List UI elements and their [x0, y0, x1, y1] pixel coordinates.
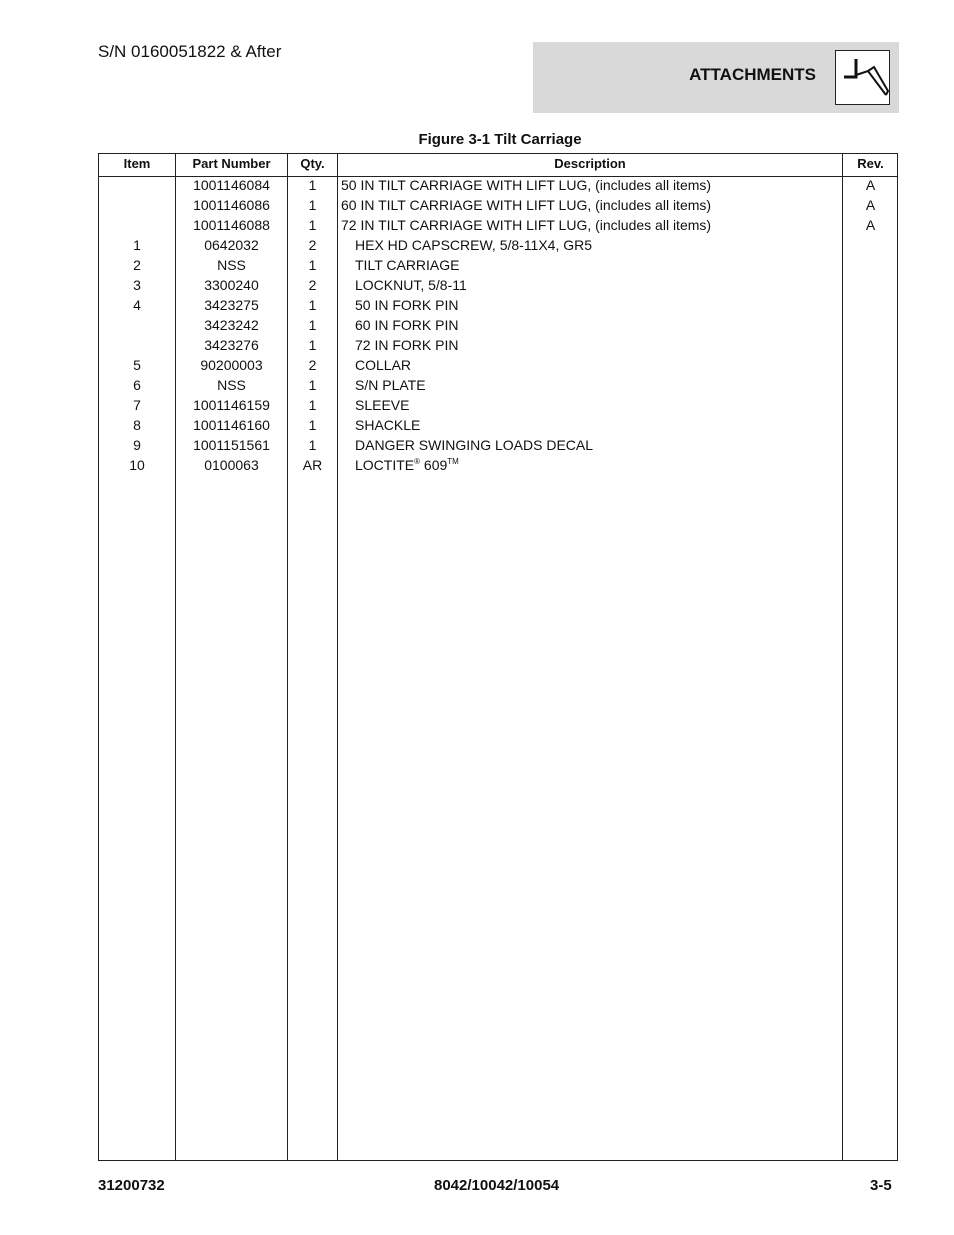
row-description: SLEEVE	[355, 397, 410, 413]
row-description: HEX HD CAPSCREW, 5/8-11X4, GR5	[355, 237, 593, 253]
row-qty: 2	[308, 357, 317, 373]
row-qty: 2	[308, 237, 317, 253]
row-part-number: 3423275	[204, 297, 259, 313]
section-banner	[533, 42, 899, 113]
row-qty: 2	[308, 277, 317, 293]
row-part-number: 1001146159	[193, 397, 270, 413]
table-row	[99, 175, 897, 195]
table-row	[99, 295, 897, 315]
header-rev: Rev.	[857, 156, 884, 171]
table-row	[99, 395, 897, 415]
serial-number: S/N 0160051822 & After	[98, 42, 282, 61]
row-part-number: 3423276	[204, 337, 259, 353]
header-qty: Qty.	[300, 156, 325, 171]
table-row	[99, 195, 897, 215]
row-item: 8	[133, 417, 141, 433]
parts-table	[98, 153, 898, 1161]
row-qty: 1	[308, 417, 317, 433]
table-row	[99, 315, 897, 335]
row-item: 2	[133, 257, 141, 273]
row-description-number: 609	[420, 457, 448, 473]
row-part-number: 90200003	[200, 357, 263, 373]
table-row	[99, 435, 897, 455]
row-description: DANGER SWINGING LOADS DECAL	[355, 437, 594, 453]
row-description: S/N PLATE	[355, 377, 426, 393]
table-row	[99, 375, 897, 395]
row-part-number: 0642032	[204, 237, 259, 253]
row-part-number: NSS	[217, 377, 246, 393]
figure-title: Figure 3-1 Tilt Carriage	[418, 131, 582, 148]
row-description: LOCKNUT, 5/8-11	[355, 277, 467, 293]
row-description-main: LOCTITE	[355, 457, 415, 473]
footer-doc-number: 31200732	[98, 1177, 165, 1194]
row-item: 5	[133, 357, 141, 373]
table-row	[99, 455, 897, 475]
row-qty: 1	[308, 397, 317, 413]
row-qty: AR	[302, 457, 323, 473]
row-item: 4	[133, 297, 141, 313]
trademark-mark: TM	[447, 457, 459, 466]
row-qty: 1	[308, 257, 317, 273]
header-description: Description	[554, 156, 626, 171]
footer-page-number: 3-5	[870, 1177, 892, 1194]
row-qty: 1	[308, 177, 317, 193]
row-description: 50 IN TILT CARRIAGE WITH LIFT LUG, (includes all items)	[341, 177, 712, 193]
table-row	[99, 215, 897, 235]
row-rev: A	[865, 177, 876, 193]
row-description: 60 IN TILT CARRIAGE WITH LIFT LUG, (includes all items)	[341, 197, 712, 213]
row-part-number: 3300240	[204, 277, 259, 293]
table-row	[99, 415, 897, 435]
row-description: 72 IN TILT CARRIAGE WITH LIFT LUG, (includes all items)	[341, 217, 712, 233]
row-qty: 1	[308, 217, 317, 233]
row-rev: A	[865, 197, 876, 213]
row-part-number: 1001146084	[193, 177, 270, 193]
row-qty: 1	[308, 437, 317, 453]
section-title: ATTACHMENTS	[689, 65, 816, 84]
table-row	[99, 235, 897, 255]
row-item: 3	[133, 277, 141, 293]
row-qty: 1	[308, 297, 317, 313]
row-description: TILT CARRIAGE	[355, 257, 460, 273]
registered-mark: ®	[414, 457, 421, 466]
row-part-number: 1001146088	[193, 217, 270, 233]
header-item: Item	[123, 156, 151, 171]
row-part-number: NSS	[217, 257, 246, 273]
row-item: 6	[133, 377, 141, 393]
row-qty: 1	[308, 197, 317, 213]
row-item: 7	[133, 397, 141, 413]
row-qty: 1	[308, 377, 317, 393]
row-description: SHACKLE	[355, 417, 421, 433]
row-item: 10	[129, 457, 145, 473]
row-part-number: 1001146086	[193, 197, 270, 213]
row-description: 50 IN FORK PIN	[355, 297, 459, 313]
table-row	[99, 355, 897, 375]
row-item: 9	[133, 437, 141, 453]
row-part-number: 3423242	[204, 317, 259, 333]
row-description: 72 IN FORK PIN	[355, 337, 459, 353]
row-rev: A	[865, 217, 876, 233]
row-description	[355, 455, 459, 475]
row-description: COLLAR	[355, 357, 412, 373]
header-part-number: Part Number	[192, 156, 271, 171]
row-item: 1	[133, 237, 141, 253]
row-part-number: 1001146160	[193, 417, 270, 433]
row-qty: 1	[308, 337, 317, 353]
row-part-number: 0100063	[204, 457, 259, 473]
table-row	[99, 275, 897, 295]
row-qty: 1	[308, 317, 317, 333]
table-row	[99, 335, 897, 355]
table-row	[99, 255, 897, 275]
footer-models: 8042/10042/10054	[434, 1177, 560, 1194]
row-part-number: 1001151561	[193, 437, 270, 453]
attachment-fork-icon	[835, 50, 890, 105]
row-description: 60 IN FORK PIN	[355, 317, 459, 333]
